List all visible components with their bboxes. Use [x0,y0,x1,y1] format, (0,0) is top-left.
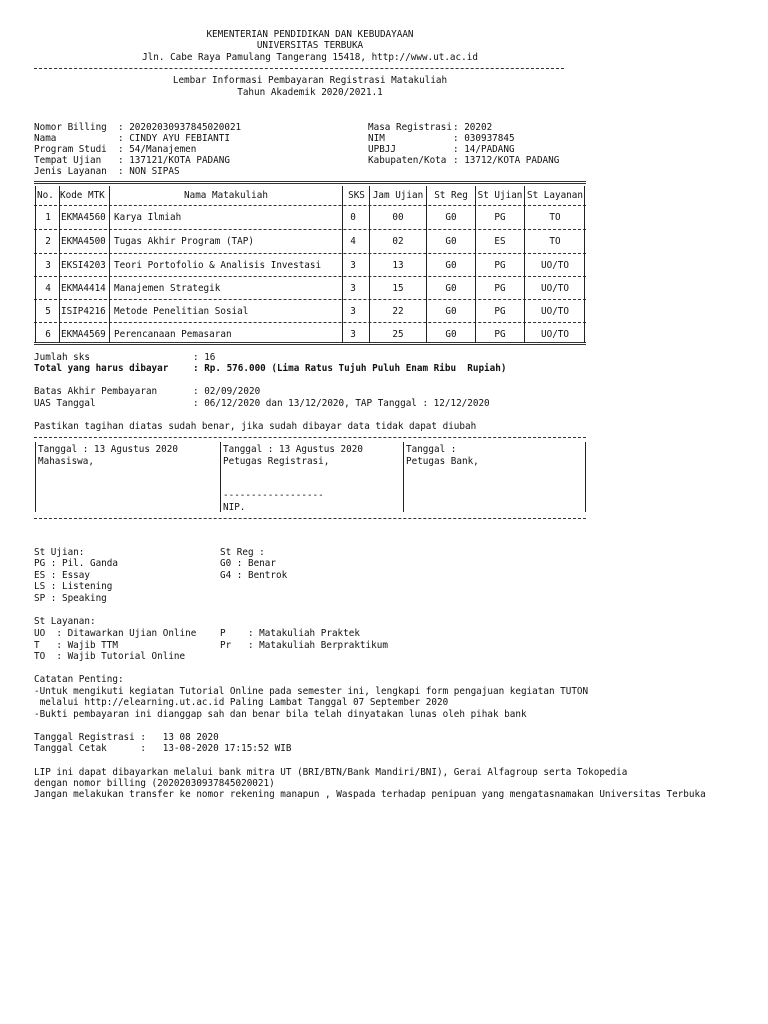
legend-item: Pr : Matakuliah Berpraktikum [220,640,388,651]
note-line: -Bukti pembayaran ini dianggap sah dan benar bila telah dinyatakan lunas oleh pihak bank [34,709,527,720]
legend-item: T : Wajib TTM [34,640,118,651]
row-exam-time: 13 [392,260,404,271]
note-line: -Untuk mengikuti kegiatan Tutorial Online pada semester ini, lengkapi form pengajuan kegiatan TUTON [34,686,589,697]
row-reg-status: G0 [445,306,457,317]
row-reg-status: G0 [445,212,457,223]
total-payment-value: : Rp. 576.000 (Lima Ratus Tujuh Puluh Enam Ribu Rupiah) [193,363,507,374]
signature-border [220,442,221,512]
column-separator [109,186,110,343]
registrar-sign-role: Petugas Registrasi, [223,456,330,467]
row-code: EKMA4569 [61,329,106,340]
bank-sign-role: Petugas Bank, [406,456,479,467]
legend-item: TO : Wajib Tutorial Online [34,651,186,662]
signature-top-border [34,437,586,438]
row-no: 6 [45,329,51,340]
column-separator [584,186,585,343]
table-bottom-border [34,342,586,345]
column-separator [59,186,60,343]
row-service-status: UO/TO [541,306,569,317]
row-code: EKSI4203 [61,260,106,271]
row-divider [34,253,586,254]
row-exam-status: PG [494,306,506,317]
name-value: : CINDY AYU FEBIANTI [118,133,230,144]
payment-deadline-value: : 02/09/2020 [193,386,261,397]
row-course-name: Perencanaan Pemasaran [114,329,232,340]
upbjj-value: : 14/PADANG [453,144,515,155]
row-sks: 3 [350,329,356,340]
total-payment-label: Total yang harus dibayar [34,363,169,374]
row-sks: 3 [350,260,356,271]
row-exam-time: 02 [392,236,404,247]
billing-value: : 20202030937845020021 [118,122,242,133]
row-divider [34,299,586,300]
row-exam-time: 25 [392,329,404,340]
table-top-border [34,181,586,184]
total-sks-label: Jumlah sks [34,352,90,363]
city-value: : 13712/KOTA PADANG [453,155,560,166]
registrar-sign-date: Tanggal : 13 Agustus 2020 [223,444,363,455]
row-reg-status: G0 [445,329,457,340]
nim-label: NIM [368,133,385,144]
exam-date-label: UAS Tanggal [34,398,96,409]
row-reg-status: G0 [445,260,457,271]
row-service-status: UO/TO [541,283,569,294]
registrar-sign-line: ------------------ [223,490,324,501]
exam-date-value: : 06/12/2020 dan 13/12/2020, TAP Tanggal : 12/12/2020 [193,398,490,409]
row-sks: 3 [350,283,356,294]
bank-sign-date: Tanggal : [406,444,457,455]
row-code: ISIP4216 [61,306,106,317]
academic-year: Tahun Akademik 2020/2021.1 [237,87,383,98]
row-service-status: UO/TO [541,260,569,271]
row-reg-status: G0 [445,283,457,294]
nim-value: : 030937845 [453,133,515,144]
document-title: Lembar Informasi Pembayaran Registrasi Matakuliah [172,75,448,86]
row-exam-time: 22 [392,306,404,317]
column-separator [369,186,370,343]
row-code: EKMA4560 [61,212,106,223]
service-status-legend-title: St Layanan: [34,616,96,627]
row-no: 5 [45,306,51,317]
row-service-status: TO [549,236,561,247]
header-course-name: Nama Matakuliah [184,190,268,201]
row-exam-status: ES [494,236,506,247]
signature-border [403,442,404,512]
column-separator [524,186,525,343]
row-sks: 0 [350,212,356,223]
table-header-divider [34,205,586,206]
header-code: Kode MTK [60,190,105,201]
student-sign-role: Mahasiswa, [38,456,94,467]
header-reg-status: St Reg [434,190,468,201]
row-code: EKMA4414 [61,283,106,294]
header-service-status: St Layanan [527,190,583,201]
signature-border [585,442,586,512]
header-no: No. [37,190,54,201]
header-exam-status: St Ujian [477,190,523,201]
footer-line: Jangan melakukan transfer ke nomor rekening manapun , Waspada terhadap penipuan yang mengatasnamakan Universitas Terbuka [34,789,706,800]
legend-item: ES : Essay [34,570,90,581]
row-course-name: Teori Portofolio & Analisis Investasi [114,260,322,271]
exam-place-value: : 137121/KOTA PADANG [118,155,230,166]
row-exam-status: PG [494,260,506,271]
row-divider [34,322,586,323]
university-name: UNIVERSITAS TERBUKA [256,40,364,51]
row-exam-time: 15 [392,283,404,294]
legend-item: LS : Listening [34,581,113,592]
exam-place-label: Tempat Ujian [34,155,102,166]
row-reg-status: G0 [445,236,457,247]
program-value: : 54/Manajemen [118,144,197,155]
payment-deadline-label: Batas Akhir Pembayaran [34,386,158,397]
registrar-nip: NIP. [223,502,246,513]
legend-item: SP : Speaking [34,593,107,604]
signature-border [35,442,36,512]
notes-title: Catatan Penting: [34,674,124,685]
row-divider [34,276,586,277]
city-label: Kabupaten/Kota [368,155,447,166]
name-label: Nama [34,133,57,144]
exam-status-legend-title: St Ujian: [34,547,85,558]
reg-period-value: : 20202 [453,122,493,133]
program-label: Program Studi [34,144,107,155]
upbjj-label: UPBJJ [368,144,396,155]
student-sign-date: Tanggal : 13 Agustus 2020 [38,444,178,455]
print-date: Tanggal Cetak : 13-08-2020 17:15:52 WIB [34,743,292,754]
row-exam-status: PG [494,329,506,340]
column-separator [342,186,343,343]
row-no: 3 [45,260,51,271]
row-exam-status: PG [494,212,506,223]
service-type-label: Jenis Layanan [34,166,107,177]
divider [34,68,564,69]
university-address: Jln. Cabe Raya Pamulang Tangerang 15418, http://www.ut.ac.id [142,52,478,63]
row-exam-status: PG [494,283,506,294]
note-line: melalui http://elearning.ut.ac.id Paling Lambat Tanggal 07 September 2020 [34,697,449,708]
row-service-status: TO [549,212,561,223]
row-course-name: Manajemen Strategik [114,283,221,294]
total-sks-value: : 16 [193,352,216,363]
legend-item: G4 : Bentrok [220,570,288,581]
billing-label: Nomor Billing [34,122,107,133]
registration-date: Tanggal Registrasi : 13 08 2020 [34,732,219,743]
header-sks: SKS [348,190,365,201]
column-separator [426,186,427,343]
verification-note: Pastikan tagihan diatas sudah benar, jika sudah dibayar data tidak dapat diubah [34,421,477,432]
legend-item: P : Matakuliah Praktek [220,628,360,639]
legend-item: UO : Ditawarkan Ujian Online [34,628,197,639]
row-course-name: Karya Ilmiah [114,212,182,223]
row-no: 4 [45,283,51,294]
row-course-name: Metode Penelitian Sosial [114,306,249,317]
ministry-name: KEMENTERIAN PENDIDIKAN DAN KEBUDAYAAN [206,29,414,40]
legend-item: PG : Pil. Ganda [34,558,118,569]
column-separator [35,186,36,343]
row-sks: 3 [350,306,356,317]
row-divider [34,229,586,230]
footer-line: LIP ini dapat dibayarkan melalui bank mitra UT (BRI/BTN/Bank Mandiri/BNI), Gerai Alfagroup serta Tokopedia [34,767,628,778]
row-code: EKMA4500 [61,236,106,247]
service-type-value: : NON SIPAS [118,166,180,177]
signature-bottom-border [34,518,586,519]
row-no: 1 [45,212,51,223]
row-service-status: UO/TO [541,329,569,340]
footer-line: dengan nomor billing (20202030937845020021) [34,778,275,789]
reg-period-label: Masa Registrasi [368,122,452,133]
legend-item: G0 : Benar [220,558,276,569]
row-course-name: Tugas Akhir Program (TAP) [114,236,254,247]
row-sks: 4 [350,236,356,247]
column-separator [475,186,476,343]
reg-status-legend-title: St Reg : [220,547,265,558]
row-no: 2 [45,236,51,247]
header-exam-time: Jam Ujian [372,190,424,201]
row-exam-time: 00 [392,212,404,223]
